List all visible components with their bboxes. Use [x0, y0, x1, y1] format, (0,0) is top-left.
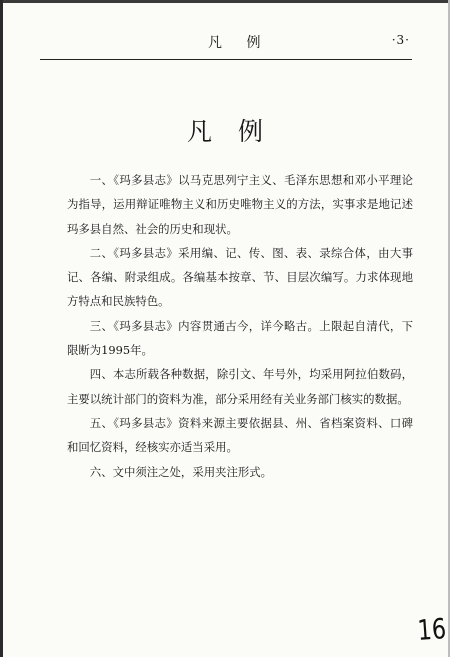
scan-edge-left	[0, 0, 3, 657]
handwritten-page-mark: 16	[416, 612, 448, 647]
running-head	[40, 30, 410, 54]
paragraph-2: 二、《玛多县志》采用编、记、传、图、表、录综合体，由大事记、各编、附录组成。各编基本按章、节、目层次编写。力求体现地方特点和民族特色。	[67, 245, 413, 309]
scan-edge-top	[0, 0, 450, 3]
body-text	[67, 168, 413, 484]
paragraph-4: 四、本志所载各种数据，除引文、年号外，均采用阿拉伯数码，主要以统计部门的资料为准，部分采用经有关业务部门核实的数据。	[67, 367, 413, 406]
page-title: 凡例	[186, 117, 289, 146]
header-rule	[40, 59, 412, 60]
paragraph-3: 三、《玛多县志》内容贯通古今，详今略古。上限起自清代，下限断为1995年。	[67, 318, 413, 358]
paragraph-1: 一、《玛多县志》以马克思列宁主义、毛泽东思想和邓小平理论为指导，运用辩证唯物主义和历史唯物主义的方法，实事求是地记述玛多县自然、社会的历史和现状。	[67, 173, 413, 236]
page-number: ·3·	[391, 33, 410, 47]
paragraph-5: 五、《玛多县志》资料来源主要依据县、州、省档案资料、口碑和回忆资料，经核实亦适当采用。	[67, 415, 413, 455]
running-title: 凡 例	[208, 35, 271, 51]
paragraph-6: 六、文中须注之处，采用夹注形式。	[89, 464, 273, 479]
